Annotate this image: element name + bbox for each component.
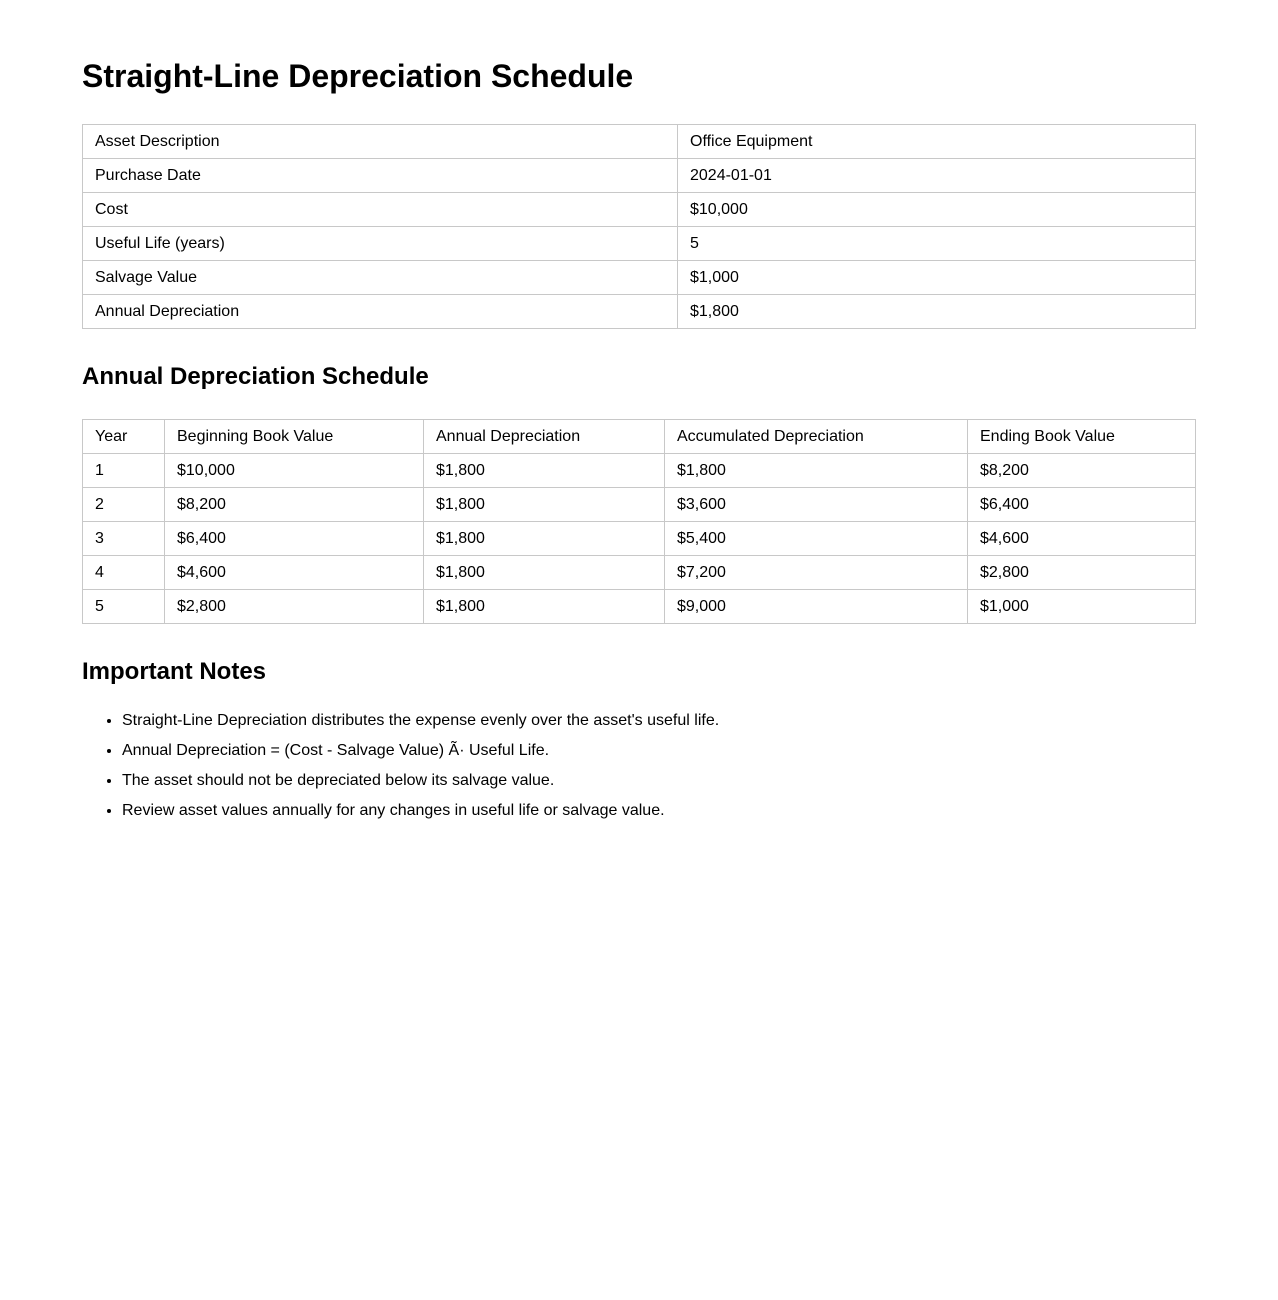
table-cell: $4,600 [165, 556, 424, 590]
table-cell: $1,800 [424, 454, 665, 488]
table-row [83, 522, 1196, 556]
column-header: Beginning Book Value [165, 420, 424, 454]
asset-info-label: Cost [83, 193, 678, 227]
table-cell: 5 [83, 590, 165, 624]
table-cell: $4,600 [968, 522, 1196, 556]
table-cell: $9,000 [665, 590, 968, 624]
table-cell: $2,800 [968, 556, 1196, 590]
asset-info-label: Salvage Value [83, 261, 678, 295]
table-row [83, 227, 1196, 261]
table-cell: $8,200 [968, 454, 1196, 488]
table-row [83, 488, 1196, 522]
table-cell: $1,800 [424, 556, 665, 590]
table-cell: 3 [83, 522, 165, 556]
table-cell: 4 [83, 556, 165, 590]
table-header-row [83, 420, 1196, 454]
table-cell: $5,400 [665, 522, 968, 556]
list-item: • The asset should not be depreciated below its salvage value. [122, 766, 719, 796]
table-cell: 1 [83, 454, 165, 488]
column-header: Year [83, 420, 165, 454]
table-cell: $6,400 [165, 522, 424, 556]
asset-info-value: $1,800 [678, 295, 1196, 329]
table-cell: $1,800 [424, 522, 665, 556]
table-cell: $6,400 [968, 488, 1196, 522]
list-item: • Straight-Line Depreciation distributes the expense evenly over the asset's useful life. [122, 706, 719, 736]
asset-info-table [82, 124, 1196, 329]
table-cell: $10,000 [165, 454, 424, 488]
column-header: Ending Book Value [968, 420, 1196, 454]
asset-info-label: Purchase Date [83, 159, 678, 193]
list-item: • Review asset values annually for any changes in useful life or salvage value. [122, 796, 719, 826]
notes-heading: Important Notes [82, 658, 267, 685]
asset-info-label: Asset Description [83, 125, 678, 159]
table-cell: $1,800 [665, 454, 968, 488]
asset-info-value: 2024-01-01 [678, 159, 1196, 193]
table-cell: $8,200 [165, 488, 424, 522]
asset-info-value: $10,000 [678, 193, 1196, 227]
table-row [83, 295, 1196, 329]
table-row [83, 556, 1196, 590]
table-row [83, 261, 1196, 295]
list-item: • Annual Depreciation = (Cost - Salvage Value) Ã· Useful Life. [122, 736, 719, 766]
asset-info-label: Useful Life (years) [83, 227, 678, 261]
asset-info-value: $1,000 [678, 261, 1196, 295]
table-cell: $1,800 [424, 590, 665, 624]
schedule-heading: Annual Depreciation Schedule [82, 363, 429, 390]
column-header: Annual Depreciation [424, 420, 665, 454]
depreciation-schedule-table [82, 419, 1196, 624]
table-row [83, 454, 1196, 488]
table-cell: $2,800 [165, 590, 424, 624]
table-cell: 2 [83, 488, 165, 522]
table-row [83, 193, 1196, 227]
table-row [83, 590, 1196, 624]
asset-info-label: Annual Depreciation [83, 295, 678, 329]
table-cell: $1,800 [424, 488, 665, 522]
table-cell: $1,000 [968, 590, 1196, 624]
notes-list [82, 706, 719, 826]
table-cell: $7,200 [665, 556, 968, 590]
table-row [83, 125, 1196, 159]
column-header: Accumulated Depreciation [665, 420, 968, 454]
asset-info-value: Office Equipment [678, 125, 1196, 159]
table-cell: $3,600 [665, 488, 968, 522]
page-title: Straight-Line Depreciation Schedule [82, 58, 634, 94]
table-row [83, 159, 1196, 193]
asset-info-value: 5 [678, 227, 1196, 261]
